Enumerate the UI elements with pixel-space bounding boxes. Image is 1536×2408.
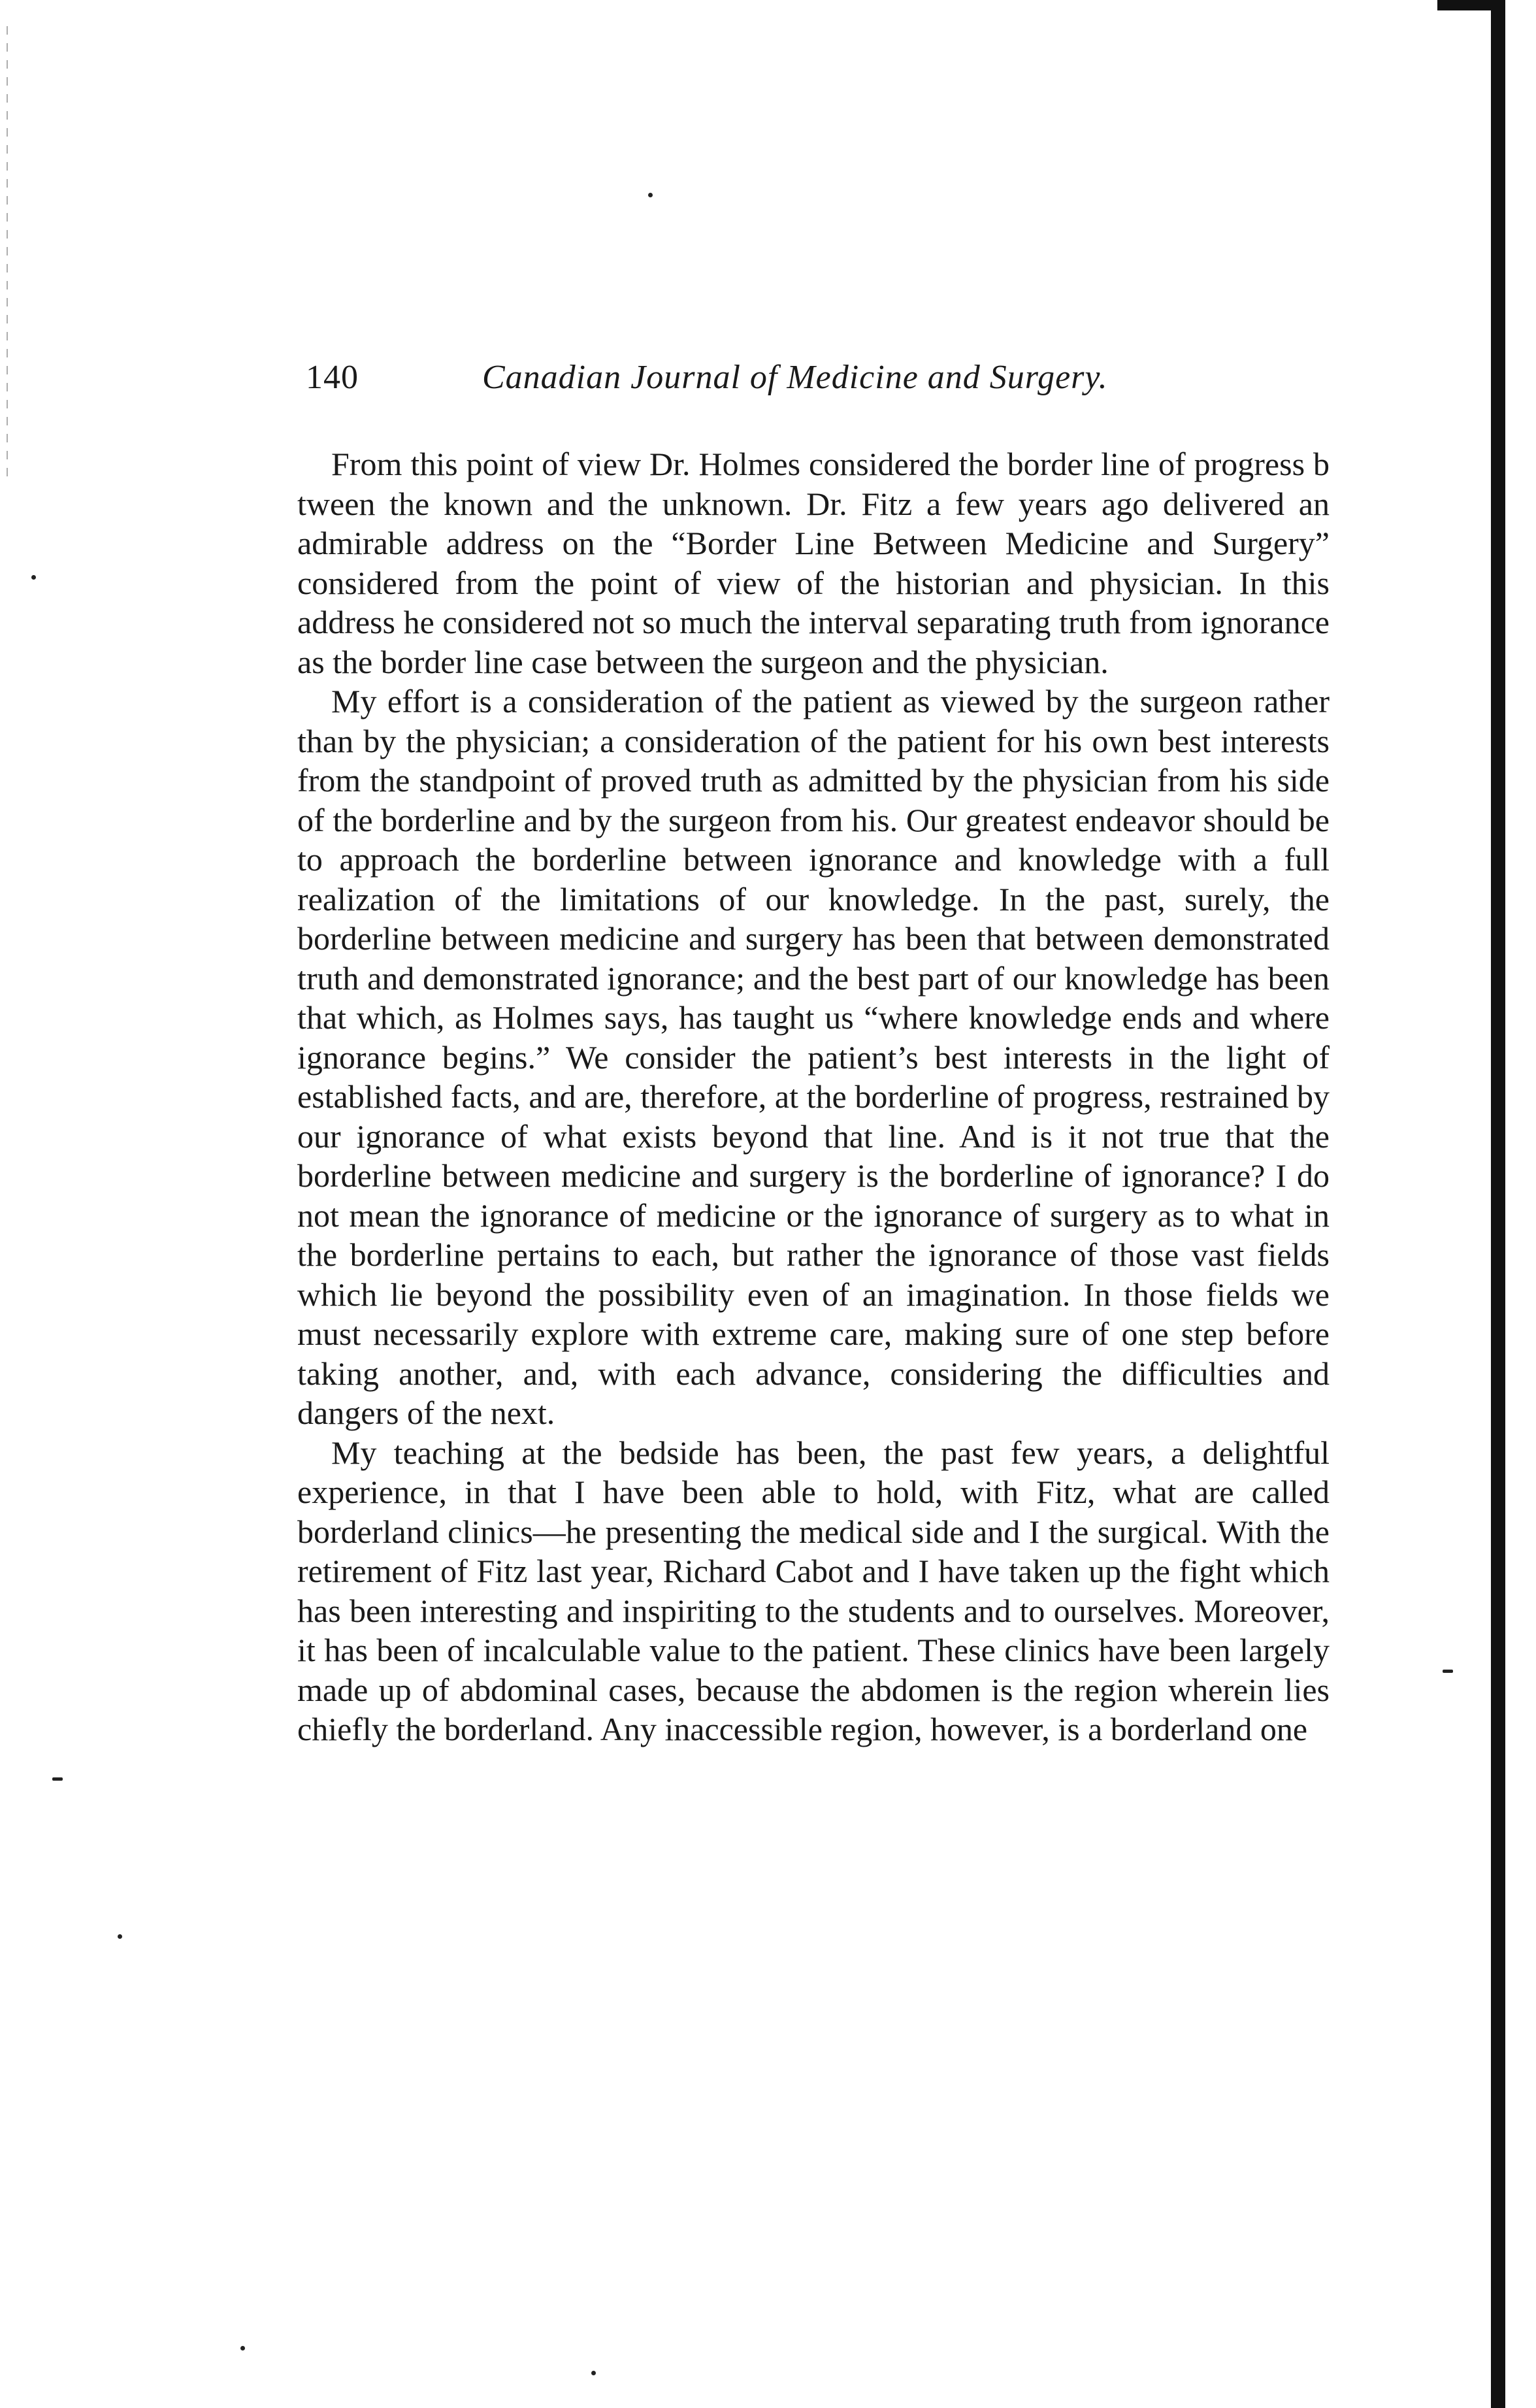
scan-speck <box>31 575 36 580</box>
scan-speck <box>1443 1670 1453 1673</box>
page-header <box>306 358 1194 410</box>
running-title: Canadian Journal of Medicine and Surgery. <box>482 359 1108 396</box>
paragraph: From this point of view Dr. Holmes considered the border line of progress b tween the known and the unknown. Dr. Fitz a few years ago delivered an admirable address on the “Border Line Between Medicine and Surgery” considered from the point of view of the historian and physician. In this address he considered not so much the interval separating truth from ignorance as the border line case between the surgeon and the physician. <box>297 446 1330 680</box>
scan-speck <box>240 2346 245 2350</box>
scan-speck <box>591 2371 596 2375</box>
scan-edge-right <box>1491 0 1505 2408</box>
paragraph: My effort is a consideration of the patient as viewed by the surgeon rather than by the physician; a consideration of the patient for his own best interests from the standpoint of proved truth as admitted by the physician from his side of the borderline and by the surgeon from his. Our greatest endeavor should be to approach the borderline between ignorance and knowledge with a full realization of the limitations of our knowledge. In the past, surely, the borderline between medicine and surgery has been that between demonstrated truth and demonstrated ignorance; and the best part of our knowledge has been that which, as Holmes says, has taught us “where knowledge ends and where ignorance begins.” We consider the patient’s best interests in the light of established facts, and are, therefore, at the borderline of progress, restrained by our ignorance of what exists beyond that line. And is it not true that the borderline between medicine and surgery is the borderline of ignorance? I do not mean the ignorance of medicine or the ignorance of surgery as to what in the borderline pertains to each, but rather the ignorance of those vast fields which lie beyond the possibility even of an imagination. In those fields we must necessarily explore with extreme care, making sure of one step before taking another, and, with each advance, considering the difficulties and dangers of the next. <box>297 683 1330 1431</box>
page-number: 140 <box>306 359 359 396</box>
body-text <box>297 444 1330 1749</box>
paragraph: My teaching at the bedside has been, the past few years, a delightful experience, in that I have been able to hold, with Fitz, what are called borderland clinics—he presenting the medical side and I the surgical. With the retirement of Fitz last year, Richard Cabot and I have taken up the fight which has been interesting and inspiriting to the students and to ourselves. Moreover, it has been of incalculable value to the patient. These clinics have been largely made up of abdominal cases, because the abdomen is the region wherein lies chiefly the borderland. Any inaccessible region, however, is a borderland one <box>297 1434 1330 1747</box>
scan-speck <box>52 1777 63 1781</box>
scan-speck <box>118 1934 122 1939</box>
scan-speck <box>648 193 653 197</box>
scan-edge-left <box>7 26 8 484</box>
